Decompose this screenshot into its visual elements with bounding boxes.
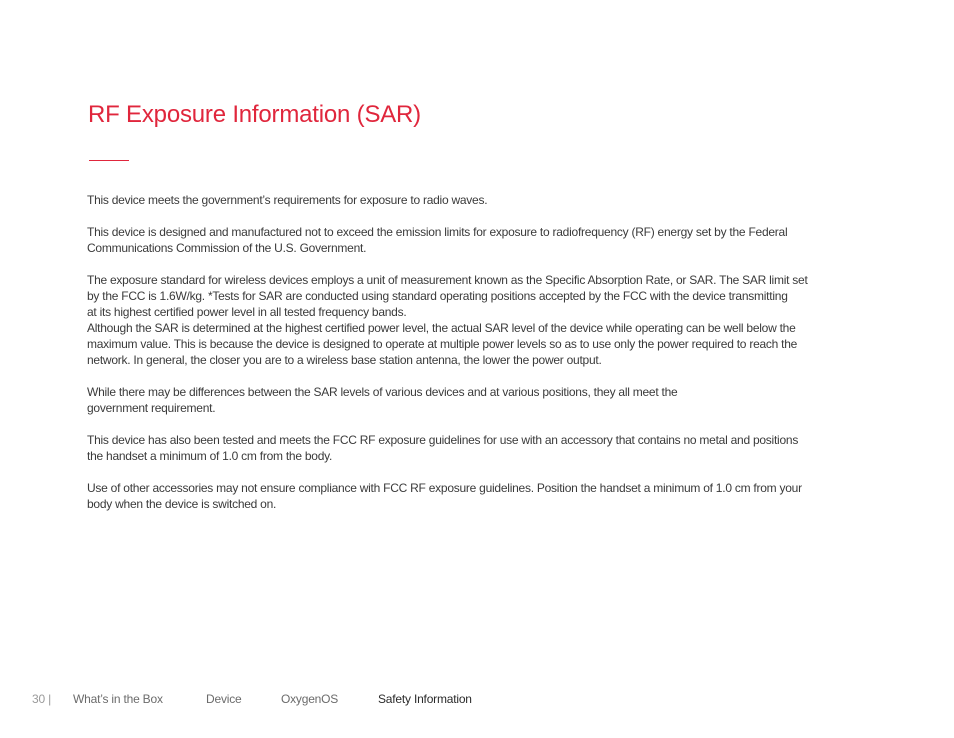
paragraph-sar-standard: The exposure standard for wireless devices employs a unit of measurement known as the Specific Absorption Rate, or SAR. The SAR limit set by the FCC is 1.6W/kg. *Tests for SAR are conducted using standard operating positions accepted by the FCC with the device transmitting at its highest certified power level in all tested frequency bands. bbox=[87, 273, 808, 319]
paragraph-emission-limits: This device is designed and manufactured not to exceed the emission limits for exposure to radiofrequency (RF) energy set by the Federal Communications Commission of the U.S. Government. bbox=[87, 225, 788, 255]
footer-nav-device[interactable]: Device bbox=[206, 692, 242, 706]
paragraph-sar-power-level: Although the SAR is determined at the highest certified power level, the actual SAR level of the device while operating can be well below the maximum value. This is because the device is designed to operate at multiple power levels so as to use only the power required to reach the network. In general, the closer you are to a wireless base station antenna, the lower the power output. bbox=[87, 321, 798, 367]
paragraph-government-requirements: This device meets the government’s requirements for exposure to radio waves. bbox=[87, 193, 488, 207]
paragraph-sar-differences: While there may be differences between the SAR levels of various devices and at various positions, they all meet the government requirement. bbox=[87, 385, 678, 415]
page-title: RF Exposure Information (SAR) bbox=[88, 101, 421, 128]
title-underline-divider bbox=[89, 160, 129, 161]
paragraph-accessory-testing: This device has also been tested and meets the FCC RF exposure guidelines for use with an accessory that contains no metal and positions the handset a minimum of 1.0 cm from the body. bbox=[87, 433, 799, 463]
footer-nav-whats-in-the-box[interactable]: What’s in the Box bbox=[73, 692, 163, 706]
document-body bbox=[87, 192, 869, 512]
page-number: 30 | bbox=[32, 692, 51, 706]
footer-nav-safety-information[interactable]: Safety Information bbox=[378, 692, 472, 706]
paragraph-accessory-compliance: Use of other accessories may not ensure compliance with FCC RF exposure guidelines. Position the handset a minimum of 1.0 cm from your body when the device is switched on. bbox=[87, 481, 802, 511]
footer-nav-oxygenos[interactable]: OxygenOS bbox=[281, 692, 339, 706]
